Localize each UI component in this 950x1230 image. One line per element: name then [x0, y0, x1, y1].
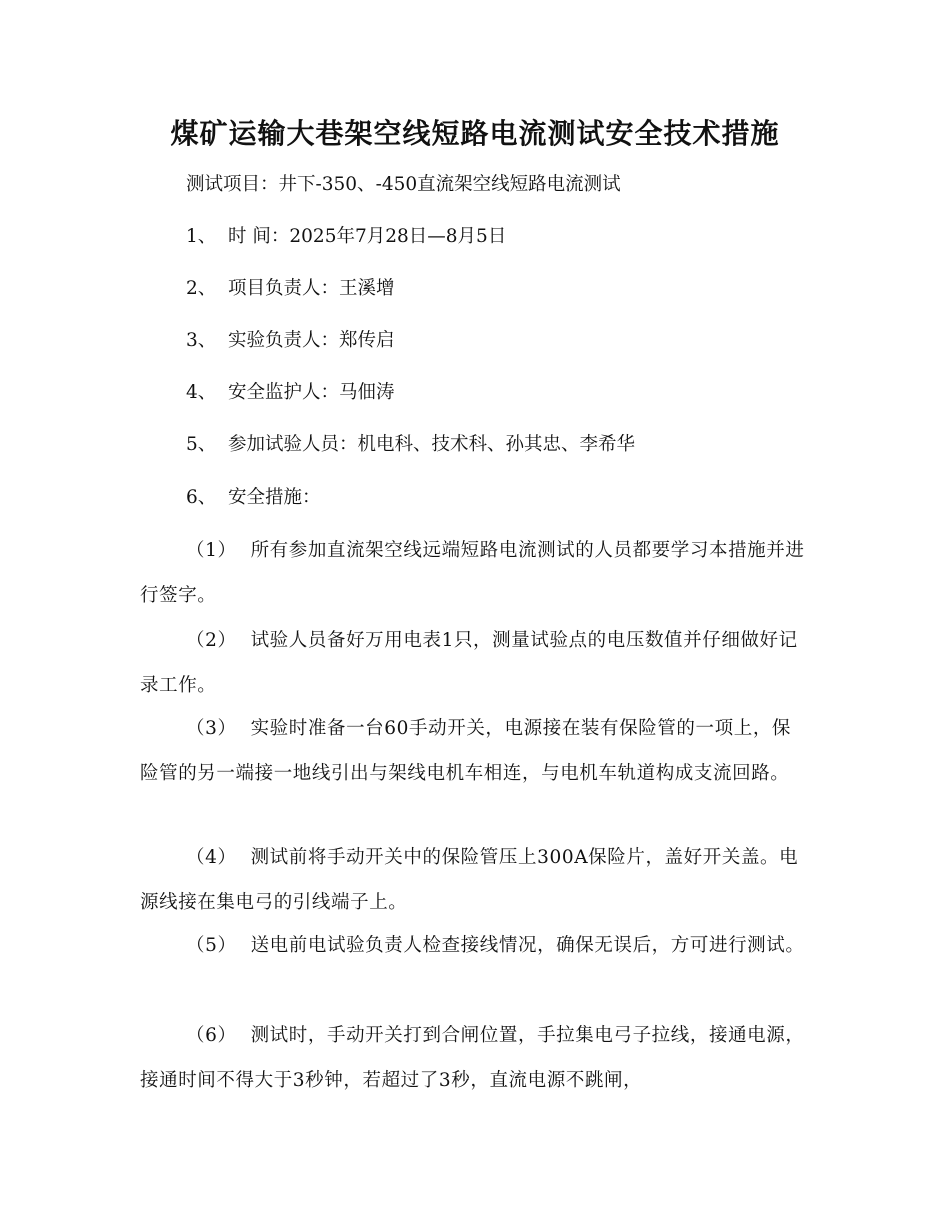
- measure-number: （3）: [186, 718, 237, 739]
- list-item: [186, 276, 395, 302]
- measure-number: （1）: [186, 540, 237, 561]
- list-item: [186, 485, 321, 511]
- document-title: 煤矿运输大巷架空线短路电流测试安全技术措施: [170, 117, 780, 150]
- item-text: 项目负责人：王溪增: [228, 278, 395, 299]
- measure-number: （6）: [186, 1025, 237, 1046]
- measure-paragraph: [140, 706, 810, 796]
- measure-text: 测试时，手动开关打到合闸位置，手拉集电弓子拉线，接通电源，接通时间不得大于3秒钟，若超过了3秒，直流电源不跳闸，: [140, 1025, 805, 1091]
- project-line: 测试项目：井下-350、-450直流架空线短路电流测试: [186, 174, 621, 195]
- item-number: 3、: [186, 330, 217, 351]
- measure-paragraph: [140, 923, 810, 968]
- list-item: [186, 328, 395, 354]
- measure-paragraph: [140, 528, 810, 618]
- item-number: 4、: [186, 382, 217, 403]
- item-number: 1、: [186, 226, 217, 247]
- measure-number: （2）: [186, 630, 237, 651]
- measure-text: 测试前将手动开关中的保险管压上300A保险片，盖好开关盖。电源线接在集电弓的引线端子上。: [140, 847, 799, 913]
- list-item: [186, 432, 635, 458]
- item-text: 参加试验人员：机电科、技术科、孙其忠、李希华: [228, 434, 636, 455]
- measure-paragraph: [140, 835, 810, 925]
- item-number: 5、: [186, 434, 217, 455]
- measure-number: （5）: [186, 935, 237, 956]
- item-text: 安全措施：: [228, 487, 321, 508]
- measure-paragraph: [140, 1013, 810, 1103]
- measure-text: 所有参加直流架空线远端短路电流测试的人员都要学习本措施并进行签字。: [140, 540, 805, 606]
- item-text: 时 间：2025年7月28日—8月5日: [228, 226, 507, 247]
- measure-text: 实验时准备一台60手动开关，电源接在装有保险管的一项上，保险管的另一端接一地线引出与架线电机车相连，与电机车轨道构成支流回路。: [140, 718, 792, 784]
- list-item: [186, 380, 395, 406]
- item-number: 2、: [186, 278, 217, 299]
- measure-text: 试验人员备好万用电表1只，测量试验点的电压数值并仔细做好记录工作。: [140, 630, 798, 696]
- list-item: [186, 224, 506, 250]
- measure-text: 送电前电试验负责人检查接线情况，确保无误后，方可进行测试。: [250, 935, 805, 956]
- item-number: 6、: [186, 487, 217, 508]
- item-text: 安全监护人：马佃涛: [228, 382, 395, 403]
- measure-paragraph: [140, 618, 810, 708]
- measure-number: （4）: [186, 847, 237, 868]
- item-text: 实验负责人：郑传启: [228, 330, 395, 351]
